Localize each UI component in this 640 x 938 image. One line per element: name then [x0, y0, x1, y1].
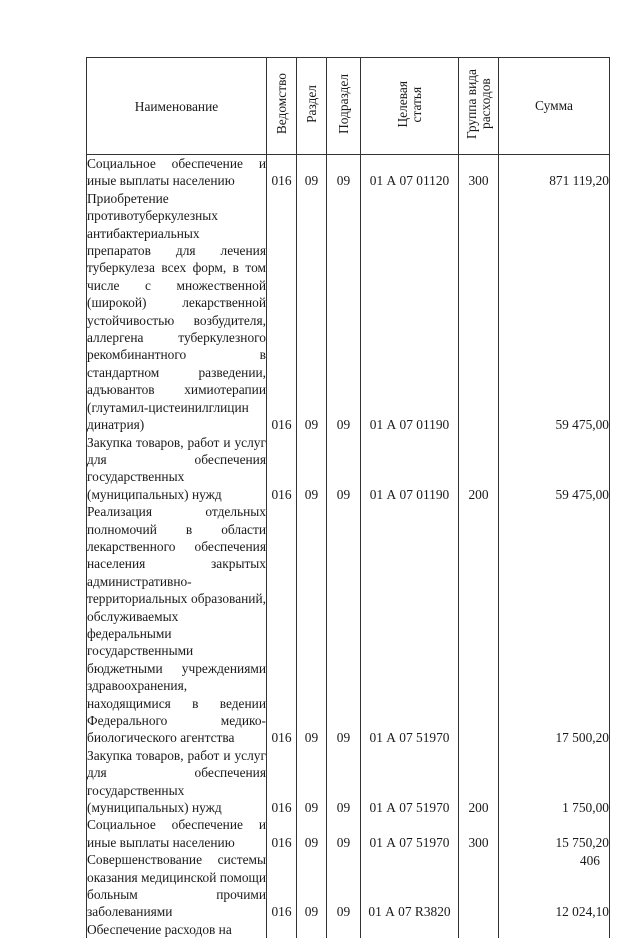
- row-celevaya: 01 А 07 51970: [361, 503, 459, 747]
- row-gruppa: [459, 503, 499, 747]
- row-razdel: [297, 921, 327, 938]
- row-podrazdel: 09: [327, 747, 361, 817]
- row-podrazdel: 09: [327, 155, 361, 190]
- table-row: [87, 747, 610, 817]
- table-row: [87, 816, 610, 851]
- row-vedomstvo: 016: [267, 747, 297, 817]
- row-gruppa: [459, 921, 499, 938]
- row-name: Закупка товаров, работ и услуг для обеспечения государственных (муниципальных) нужд: [87, 747, 266, 816]
- header-gruppa-line2: расходов: [477, 78, 493, 130]
- row-razdel: 09: [297, 155, 327, 190]
- row-vedomstvo: [267, 921, 297, 938]
- row-summa: 59 475,00: [499, 190, 610, 434]
- row-vedomstvo: 016: [267, 190, 297, 434]
- row-summa: 871 119,20: [499, 155, 610, 190]
- row-podrazdel: 09: [327, 503, 361, 747]
- row-celevaya: 01 А 07 R3820: [361, 851, 459, 921]
- row-gruppa: [459, 190, 499, 434]
- row-razdel: 09: [297, 816, 327, 851]
- row-razdel: 09: [297, 190, 327, 434]
- row-name: Совершенствование системы оказания медицинской помощи больным прочими заболеваниями: [87, 852, 266, 920]
- row-name: Обеспечение расходов на: [87, 921, 267, 938]
- row-razdel: 09: [297, 434, 327, 504]
- row-name: Закупка товаров, работ и услуг для обеспечения государственных (муниципальных) нужд: [87, 434, 266, 502]
- row-celevaya: 01 А 07 01120: [361, 155, 459, 190]
- budget-table: [86, 57, 610, 938]
- row-podrazdel: 09: [327, 851, 361, 921]
- header-gruppa-vida-rashodov: [459, 58, 499, 155]
- row-vedomstvo: 016: [267, 503, 297, 747]
- header-summa: Сумма: [499, 58, 610, 155]
- row-name: Социальное обеспечение и иные выплаты населению: [87, 156, 266, 189]
- row-celevaya: 01 А 07 51970: [361, 747, 459, 817]
- header-podrazdel: Подраздел: [327, 58, 361, 155]
- table-row: [87, 851, 610, 921]
- row-podrazdel: 09: [327, 434, 361, 504]
- table-row: [87, 190, 610, 434]
- row-name: Реализация отдельных полномочий в области лекарственного обеспечения населения закрытых административно-территориальных образований, обслуживаемых федеральными государственными бюджетными учреждениями здравоохранения, находящимися в ведении Федерального медико-биологического агентства: [87, 504, 266, 746]
- header-name: Наименование: [87, 58, 267, 155]
- row-podrazdel: 09: [327, 816, 361, 851]
- row-summa: [499, 921, 610, 938]
- row-gruppa: 200: [459, 434, 499, 504]
- header-celevaya-line2: статья: [408, 85, 424, 122]
- row-celevaya: 01 А 07 51970: [361, 816, 459, 851]
- row-podrazdel: [327, 921, 361, 938]
- row-name: Приобретение противотуберкулезных антибактериальных препаратов для лечения туберкулеза всех форм, в том числе с множественной (широкой) лекарственной устойчивостью возбудителя, аллергена туберкулезного рекомбинантного в стандартном разведении, адъювантов химиотерапии (глутамил-цистеинилглицин динатрия): [87, 190, 266, 433]
- row-gruppa: 300: [459, 155, 499, 190]
- header-gruppa-line1: Группа вида: [463, 68, 479, 139]
- row-razdel: 09: [297, 851, 327, 921]
- row-celevaya: 01 А 07 01190: [361, 434, 459, 504]
- row-summa: 59 475,00: [499, 434, 610, 504]
- row-razdel: 09: [297, 747, 327, 817]
- table-row: [87, 921, 610, 938]
- header-vedomstvo: Ведомство: [267, 58, 297, 155]
- row-razdel: 09: [297, 503, 327, 747]
- row-celevaya: [361, 921, 459, 938]
- row-gruppa: 200: [459, 747, 499, 817]
- row-summa: 12 024,10: [499, 851, 610, 921]
- row-vedomstvo: 016: [267, 816, 297, 851]
- row-vedomstvo: 016: [267, 851, 297, 921]
- row-vedomstvo: 016: [267, 155, 297, 190]
- table-row: [87, 434, 610, 504]
- row-name: Социальное обеспечение и иные выплаты населению: [87, 817, 266, 850]
- header-celevaya-statya: [361, 58, 459, 155]
- page-number: 406: [579, 853, 600, 868]
- header-celevaya-line1: Целевая: [394, 80, 410, 128]
- row-gruppa: [459, 851, 499, 921]
- table-row: [87, 155, 610, 190]
- table-row: [87, 503, 610, 747]
- table-header-row: [87, 58, 610, 155]
- header-razdel: Раздел: [297, 58, 327, 155]
- row-celevaya: 01 А 07 01190: [361, 190, 459, 434]
- row-vedomstvo: 016: [267, 434, 297, 504]
- row-summa: 1 750,00: [499, 747, 610, 817]
- row-podrazdel: 09: [327, 190, 361, 434]
- row-gruppa: 300: [459, 816, 499, 851]
- row-summa: 15 750,20: [499, 816, 610, 851]
- row-summa: 17 500,20: [499, 503, 610, 747]
